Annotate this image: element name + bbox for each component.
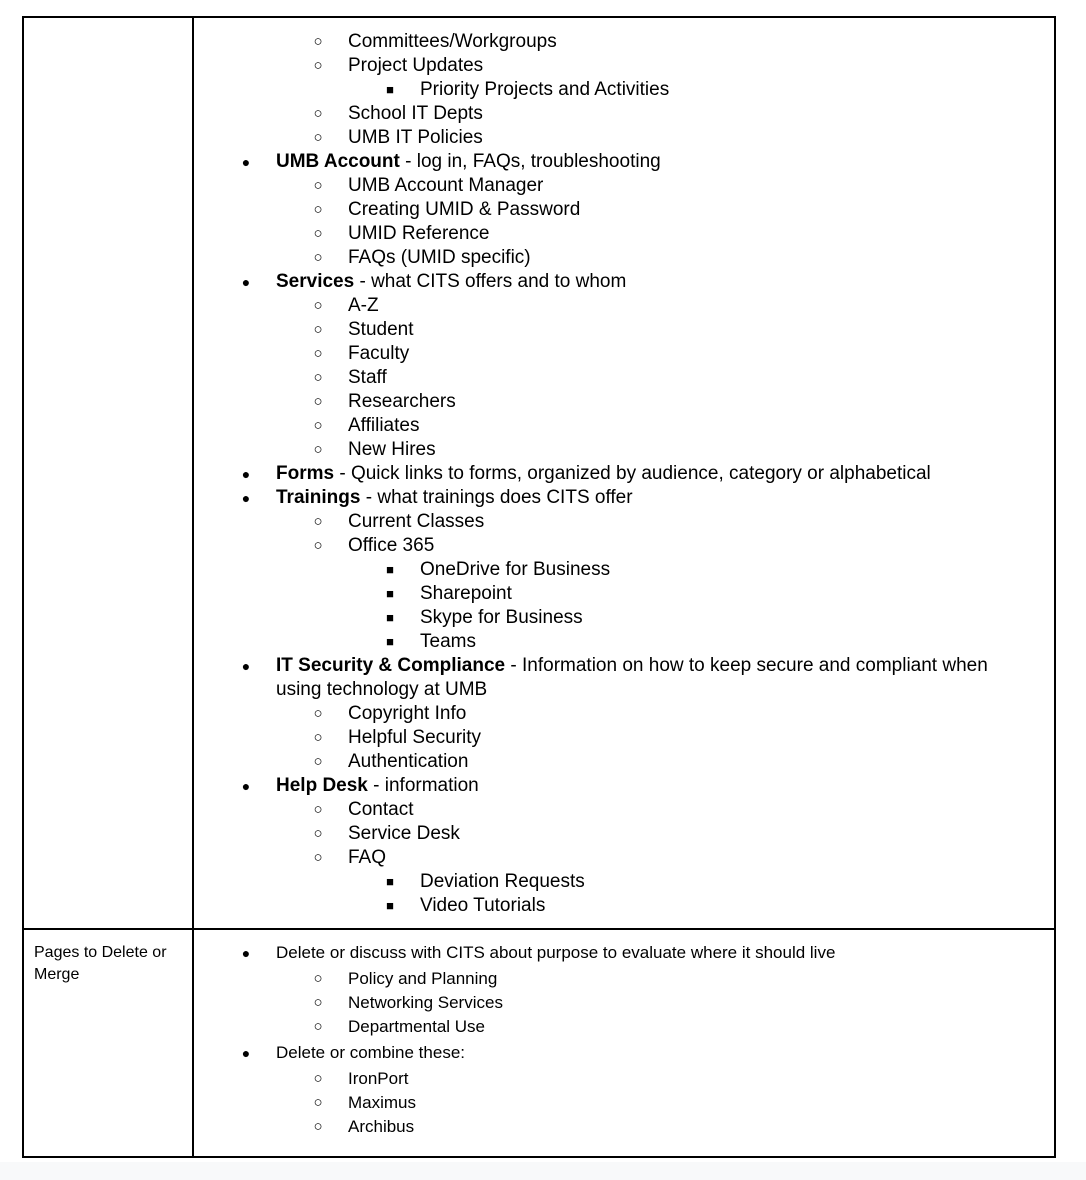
nested-list — [194, 18, 1054, 918]
circle-bullet-icon: ○ — [313, 297, 323, 314]
circle-bullet-icon: ○ — [313, 1094, 323, 1111]
circle-bullet-icon: ○ — [313, 345, 323, 362]
circle-bullet-icon: ○ — [313, 994, 323, 1011]
list-item: ■ Deviation Requests — [194, 870, 1054, 894]
item-heading: UMB Account — [276, 151, 400, 172]
list-item: ○ Creating UMID & Password — [194, 198, 1054, 222]
circle-bullet-icon: ○ — [313, 1118, 323, 1135]
list-item: ○ School IT Depts — [194, 102, 1054, 126]
circle-bullet-icon: ○ — [313, 57, 323, 74]
list-item: ○ Contact — [194, 798, 1054, 822]
list-item: ■ Video Tutorials — [194, 894, 1054, 918]
circle-bullet-icon: ○ — [313, 321, 323, 338]
list-item: ○ Policy and Planning — [194, 967, 1054, 991]
circle-bullet-icon: ○ — [313, 393, 323, 410]
circle-bullet-icon: ○ — [313, 1070, 323, 1087]
circle-bullet-icon: ○ — [313, 33, 323, 50]
content-cell — [193, 929, 1055, 1157]
list-item-it-security: ● IT Security & Compliance - Information on how to keep secure and compliant when using technology at UMB — [194, 654, 1054, 702]
circle-bullet-icon: ○ — [313, 825, 323, 842]
list-item: ○ Staff — [194, 366, 1054, 390]
circle-bullet-icon: ○ — [313, 513, 323, 530]
list-item: ○ UMB Account Manager — [194, 174, 1054, 198]
nested-list — [194, 930, 1054, 1139]
list-item: ○ Current Classes — [194, 510, 1054, 534]
list-item-delete-or-combine: ● Delete or combine these: — [194, 1041, 1054, 1065]
circle-bullet-icon: ○ — [313, 970, 323, 987]
item-heading: Services — [276, 271, 355, 292]
list-item-services: ● Services - what CITS offers and to whom — [194, 270, 1054, 294]
disc-bullet-icon: ● — [241, 490, 251, 506]
circle-bullet-icon: ○ — [313, 729, 323, 746]
circle-bullet-icon: ○ — [313, 201, 323, 218]
circle-bullet-icon: ○ — [313, 441, 323, 458]
list-item: ■ Sharepoint — [194, 582, 1054, 606]
list-item: ○ A-Z — [194, 294, 1054, 318]
list-item: ○ Student — [194, 318, 1054, 342]
list-item: ○ FAQ — [194, 846, 1054, 870]
square-bullet-icon: ■ — [386, 634, 394, 649]
list-item: ○ Helpful Security — [194, 726, 1054, 750]
list-item: ■ OneDrive for Business — [194, 558, 1054, 582]
list-item: ○ Service Desk — [194, 822, 1054, 846]
circle-bullet-icon: ○ — [313, 369, 323, 386]
square-bullet-icon: ■ — [386, 874, 394, 889]
square-bullet-icon: ■ — [386, 610, 394, 625]
disc-bullet-icon: ● — [241, 778, 251, 794]
circle-bullet-icon: ○ — [313, 417, 323, 434]
circle-bullet-icon: ○ — [313, 1018, 323, 1035]
table-row — [23, 17, 1055, 929]
square-bullet-icon: ■ — [386, 586, 394, 601]
list-item: ○ Researchers — [194, 390, 1054, 414]
list-item: ■ Priority Projects and Activities — [194, 78, 1054, 102]
content-cell — [193, 17, 1055, 929]
list-item: ○ IronPort — [194, 1067, 1054, 1091]
item-heading: Help Desk — [276, 775, 368, 796]
list-item: ○ FAQs (UMID specific) — [194, 246, 1054, 270]
list-item-trainings: ● Trainings - what trainings does CITS offer — [194, 486, 1054, 510]
circle-bullet-icon: ○ — [313, 105, 323, 122]
list-item: ○ Copyright Info — [194, 702, 1054, 726]
list-item: ○ UMB IT Policies — [194, 126, 1054, 150]
list-item: ○ Office 365 — [194, 534, 1054, 558]
list-item: ○ Project Updates — [194, 54, 1054, 78]
item-heading: IT Security & Compliance — [276, 655, 506, 676]
list-item: ○ Networking Services — [194, 991, 1054, 1015]
content-table — [22, 16, 1056, 1158]
disc-bullet-icon: ● — [241, 274, 251, 290]
disc-bullet-icon: ● — [241, 154, 251, 170]
disc-bullet-icon: ● — [241, 945, 251, 961]
table-row — [23, 929, 1055, 1157]
square-bullet-icon: ■ — [386, 898, 394, 913]
list-item: ○ UMID Reference — [194, 222, 1054, 246]
disc-bullet-icon: ● — [241, 658, 251, 674]
item-heading: Forms — [276, 463, 335, 484]
circle-bullet-icon: ○ — [313, 249, 323, 266]
list-item: ○ New Hires — [194, 438, 1054, 462]
list-item: ○ Affiliates — [194, 414, 1054, 438]
list-item-forms: ● Forms - Quick links to forms, organized by audience, category or alphabetical — [194, 462, 1054, 486]
list-item-delete-or-discuss: ● Delete or discuss with CITS about purpose to evaluate where it should live — [194, 941, 1054, 965]
circle-bullet-icon: ○ — [313, 801, 323, 818]
list-item: ■ Teams — [194, 630, 1054, 654]
list-item: ○ Faculty — [194, 342, 1054, 366]
circle-bullet-icon: ○ — [313, 129, 323, 146]
list-item: ○ Authentication — [194, 750, 1054, 774]
item-heading: Trainings — [276, 487, 361, 508]
circle-bullet-icon: ○ — [313, 225, 323, 242]
list-item: ○ Archibus — [194, 1115, 1054, 1139]
list-item-help-desk: ● Help Desk - information — [194, 774, 1054, 798]
square-bullet-icon: ■ — [386, 562, 394, 577]
circle-bullet-icon: ○ — [313, 537, 323, 554]
row-label: Pages to Delete or Merge — [34, 944, 167, 983]
circle-bullet-icon: ○ — [313, 849, 323, 866]
disc-bullet-icon: ● — [241, 1045, 251, 1061]
list-item-umb-account: ● UMB Account - log in, FAQs, troubleshooting — [194, 150, 1054, 174]
list-item: ○ Committees/Workgroups — [194, 30, 1054, 54]
square-bullet-icon: ■ — [386, 82, 394, 97]
circle-bullet-icon: ○ — [313, 177, 323, 194]
circle-bullet-icon: ○ — [313, 753, 323, 770]
circle-bullet-icon: ○ — [313, 705, 323, 722]
label-cell-empty — [23, 17, 193, 929]
disc-bullet-icon: ● — [241, 466, 251, 482]
list-item: ○ Departmental Use — [194, 1015, 1054, 1039]
list-item: ■ Skype for Business — [194, 606, 1054, 630]
list-item: ○ Maximus — [194, 1091, 1054, 1115]
label-cell — [23, 929, 193, 1157]
